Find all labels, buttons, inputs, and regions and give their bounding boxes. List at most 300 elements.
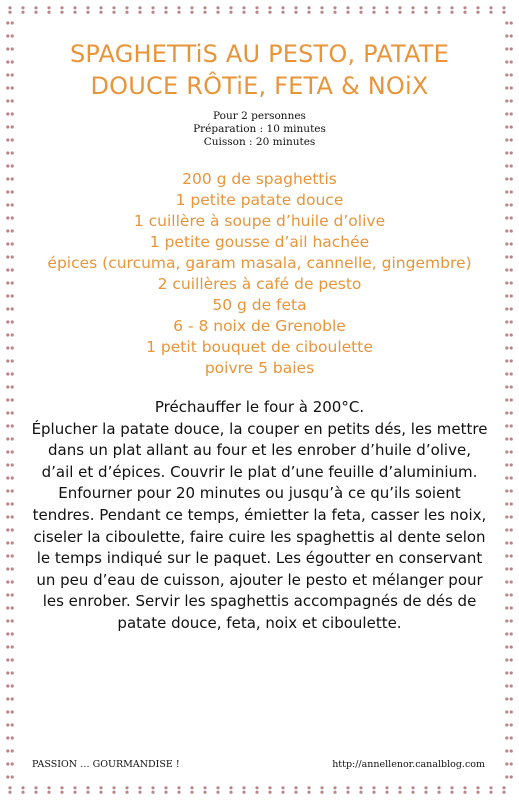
border-dot	[281, 11, 284, 14]
border-dot	[190, 11, 193, 14]
border-dot	[510, 606, 513, 609]
border-dot	[6, 723, 9, 726]
border-dot	[151, 11, 154, 14]
border-dot	[510, 73, 513, 76]
border-dot	[510, 372, 513, 375]
border-dot	[510, 242, 513, 245]
border-dot	[21, 791, 24, 794]
border-dot	[11, 437, 14, 440]
border-dot	[505, 606, 508, 609]
border-dot	[505, 21, 508, 24]
border-dot	[86, 6, 89, 9]
border-dot	[505, 515, 508, 518]
border-dot	[11, 190, 14, 193]
border-dot	[6, 424, 9, 427]
border-dot	[294, 6, 297, 9]
border-dot	[11, 476, 14, 479]
border-dot	[6, 216, 9, 219]
border-dot	[463, 6, 466, 9]
border-dot	[510, 281, 513, 284]
border-dot	[151, 6, 154, 9]
border-dot	[60, 11, 63, 14]
border-dot	[505, 541, 508, 544]
border-dot	[502, 11, 505, 14]
border-dot	[11, 684, 14, 687]
border-dot	[281, 6, 284, 9]
border-dot	[268, 786, 271, 789]
border-dot	[320, 786, 323, 789]
border-dot	[6, 762, 9, 765]
border-dot	[510, 554, 513, 557]
border-dot	[138, 786, 141, 789]
border-dot	[505, 164, 508, 167]
border-dot	[505, 294, 508, 297]
border-dot	[255, 791, 258, 794]
border-dot	[6, 73, 9, 76]
border-dot	[510, 333, 513, 336]
border-dot	[505, 138, 508, 141]
border-dot	[510, 125, 513, 128]
border-dot	[510, 47, 513, 50]
border-dot	[510, 385, 513, 388]
border-dot	[505, 632, 508, 635]
border-dot	[216, 786, 219, 789]
border-dot	[6, 99, 9, 102]
border-dot	[6, 554, 9, 557]
border-dot	[510, 151, 513, 154]
border-dot	[6, 437, 9, 440]
border-dot	[203, 786, 206, 789]
border-dot	[6, 151, 9, 154]
border-dot	[11, 138, 14, 141]
border-dot	[11, 294, 14, 297]
border-dot	[11, 385, 14, 388]
border-dot	[505, 203, 508, 206]
border-dot	[11, 203, 14, 206]
border-dot	[510, 99, 513, 102]
instructions	[24, 397, 495, 635]
border-dot	[8, 786, 11, 789]
border-dot	[505, 736, 508, 739]
ingredient-item: épices (curcuma, garam masala, cannelle, gingembre)	[47, 254, 472, 272]
border-dot	[11, 151, 14, 154]
border-dot	[11, 736, 14, 739]
border-dot	[510, 229, 513, 232]
border-dot	[510, 658, 513, 661]
border-dot	[6, 190, 9, 193]
border-dot	[437, 791, 440, 794]
border-dot	[505, 502, 508, 505]
border-dot	[6, 320, 9, 323]
border-dot	[505, 307, 508, 310]
border-dot	[86, 11, 89, 14]
border-dot	[34, 11, 37, 14]
border-dot	[151, 786, 154, 789]
border-dot	[6, 346, 9, 349]
border-dot	[510, 34, 513, 37]
border-dot	[510, 424, 513, 427]
border-dot	[463, 11, 466, 14]
ingredient-item: 50 g de feta	[212, 296, 307, 314]
border-dot	[505, 463, 508, 466]
border-dot	[510, 502, 513, 505]
border-dot	[333, 11, 336, 14]
border-dot	[177, 791, 180, 794]
border-dot	[268, 6, 271, 9]
border-dot	[385, 791, 388, 794]
border-dot	[11, 567, 14, 570]
border-dot	[333, 786, 336, 789]
border-dot	[510, 749, 513, 752]
border-dot	[6, 138, 9, 141]
ingredient-list	[24, 169, 495, 379]
border-dot	[505, 216, 508, 219]
border-dot	[216, 11, 219, 14]
border-dot	[505, 151, 508, 154]
border-dot	[6, 164, 9, 167]
border-dot	[372, 6, 375, 9]
border-dot	[510, 411, 513, 414]
border-dot	[505, 190, 508, 193]
border-dot	[11, 47, 14, 50]
border-dot	[510, 515, 513, 518]
border-dot	[6, 502, 9, 505]
border-dot	[6, 541, 9, 544]
border-dot	[505, 528, 508, 531]
border-dot	[510, 489, 513, 492]
border-dot	[281, 786, 284, 789]
ingredient-item: 1 cuillère à soupe d’huile d’olive	[133, 212, 386, 230]
border-dot	[385, 6, 388, 9]
border-dot	[437, 6, 440, 9]
border-dot	[510, 177, 513, 180]
cook-time: Cuisson : 20 minutes	[203, 136, 316, 148]
border-dot	[216, 791, 219, 794]
border-dot	[359, 791, 362, 794]
footer-tagline: PASSION … GOURMANDISE !	[32, 759, 180, 770]
border-dot	[476, 786, 479, 789]
border-dot	[359, 6, 362, 9]
border-dot	[424, 11, 427, 14]
border-dot	[320, 11, 323, 14]
border-dot	[450, 6, 453, 9]
border-dot	[372, 791, 375, 794]
border-dot	[489, 786, 492, 789]
border-dot	[505, 385, 508, 388]
border-dot	[6, 255, 9, 258]
border-dot	[6, 177, 9, 180]
border-dot	[6, 749, 9, 752]
border-dot	[6, 34, 9, 37]
border-dot	[510, 541, 513, 544]
border-dot	[510, 190, 513, 193]
border-dot	[505, 775, 508, 778]
border-dot	[138, 791, 141, 794]
border-dot	[11, 112, 14, 115]
border-dot	[320, 791, 323, 794]
border-dot	[6, 398, 9, 401]
border-dot	[6, 710, 9, 713]
border-dot	[11, 255, 14, 258]
border-dot	[437, 786, 440, 789]
instruction-step-main: Éplucher la patate douce, la couper en petits dés, les mettre dans un plat allant au four et les enrober d’huile d’olive, d’ail et d’épices. Couvrir le plat d’une feuille d’aluminium. Enfourner pour 20 minutes ou jusqu’à ce qu’ils soient tendres. Pendant ce temps, émietter la feta, casser les noix, ciseler la ciboulette, faire cuire les spaghettis al dente selon le temps indiqué sur le paquet. Les égoutter en conservant un peu d’eau de cuisson, ajouter le pesto et mélanger pour les enrober. Servir les spaghettis accompagnés de dés de patate douce, feta, noix et ciboulette.	[31, 419, 488, 632]
border-dot	[203, 791, 206, 794]
border-dot	[6, 593, 9, 596]
border-dot	[125, 11, 128, 14]
border-dot	[6, 463, 9, 466]
border-dot	[11, 268, 14, 271]
border-dot	[510, 632, 513, 635]
border-dot	[510, 762, 513, 765]
border-dot	[6, 47, 9, 50]
border-dot	[510, 60, 513, 63]
border-dot	[476, 11, 479, 14]
border-dot	[99, 786, 102, 789]
border-dot	[6, 645, 9, 648]
border-dot	[11, 450, 14, 453]
border-dot	[11, 99, 14, 102]
border-dot	[11, 320, 14, 323]
border-dot	[510, 476, 513, 479]
border-dot	[6, 294, 9, 297]
border-dot	[203, 6, 206, 9]
border-dot	[11, 502, 14, 505]
border-dot	[11, 541, 14, 544]
border-dot	[510, 736, 513, 739]
border-dot	[11, 424, 14, 427]
border-dot	[6, 333, 9, 336]
border-dot	[11, 619, 14, 622]
border-dot	[11, 593, 14, 596]
border-dot	[73, 11, 76, 14]
border-dot	[6, 281, 9, 284]
border-dot	[510, 255, 513, 258]
border-dot	[398, 786, 401, 789]
border-dot	[505, 268, 508, 271]
border-dot	[320, 6, 323, 9]
recipe-card	[24, 24, 495, 776]
border-dot	[505, 177, 508, 180]
border-dot	[6, 60, 9, 63]
border-dot	[398, 6, 401, 9]
border-dot	[6, 203, 9, 206]
border-dot	[510, 203, 513, 206]
border-dot	[411, 786, 414, 789]
border-dot	[229, 6, 232, 9]
border-dot	[505, 99, 508, 102]
border-dot	[99, 6, 102, 9]
border-dot	[125, 791, 128, 794]
border-dot	[268, 11, 271, 14]
border-dot	[6, 515, 9, 518]
border-dot	[424, 791, 427, 794]
border-dot	[385, 11, 388, 14]
border-dot	[216, 6, 219, 9]
border-dot	[8, 6, 11, 9]
border-dot	[505, 710, 508, 713]
border-dot	[11, 489, 14, 492]
border-dot	[510, 671, 513, 674]
border-dot	[372, 11, 375, 14]
border-dot	[294, 786, 297, 789]
border-dot	[60, 786, 63, 789]
border-dot	[112, 791, 115, 794]
border-dot	[242, 11, 245, 14]
border-dot	[112, 11, 115, 14]
border-dot	[510, 164, 513, 167]
border-dot	[294, 791, 297, 794]
border-dot	[505, 86, 508, 89]
border-dot	[11, 60, 14, 63]
border-dot	[307, 6, 310, 9]
border-dot	[505, 112, 508, 115]
border-dot	[6, 21, 9, 24]
border-dot	[125, 6, 128, 9]
border-dot	[505, 723, 508, 726]
border-dot	[11, 398, 14, 401]
border-dot	[47, 786, 50, 789]
border-dot	[11, 359, 14, 362]
border-dot	[242, 6, 245, 9]
border-dot	[242, 791, 245, 794]
border-dot	[177, 11, 180, 14]
border-dot	[11, 216, 14, 219]
border-dot	[190, 786, 193, 789]
border-dot	[510, 723, 513, 726]
border-dot	[505, 229, 508, 232]
border-dot	[6, 229, 9, 232]
border-dot	[11, 125, 14, 128]
border-dot	[505, 684, 508, 687]
border-dot	[510, 684, 513, 687]
border-dot	[125, 786, 128, 789]
border-dot	[34, 786, 37, 789]
border-dot	[6, 632, 9, 635]
border-dot	[450, 11, 453, 14]
border-dot	[11, 463, 14, 466]
border-dot	[6, 411, 9, 414]
border-dot	[510, 775, 513, 778]
border-dot	[112, 6, 115, 9]
border-dot	[11, 710, 14, 713]
border-dot	[112, 786, 115, 789]
ingredient-item: 6 - 8 noix de Grenoble	[173, 317, 346, 335]
border-dot	[505, 437, 508, 440]
border-dot	[138, 6, 141, 9]
border-dot	[424, 6, 427, 9]
border-dot	[229, 791, 232, 794]
border-dot	[73, 791, 76, 794]
border-dot	[505, 593, 508, 596]
border-dot	[11, 515, 14, 518]
border-dot	[203, 11, 206, 14]
border-dot	[359, 11, 362, 14]
border-dot	[11, 307, 14, 310]
border-dot	[11, 346, 14, 349]
border-dot	[294, 11, 297, 14]
border-dot	[510, 619, 513, 622]
border-dot	[346, 11, 349, 14]
border-dot	[86, 791, 89, 794]
border-dot	[307, 786, 310, 789]
border-dot	[510, 138, 513, 141]
ingredient-item: poivre 5 baies	[204, 359, 315, 377]
border-dot	[510, 567, 513, 570]
border-dot	[190, 791, 193, 794]
border-dot	[6, 580, 9, 583]
border-dot	[489, 791, 492, 794]
ingredient-item: 1 petite gousse d’ail hachée	[149, 233, 370, 251]
border-dot	[6, 606, 9, 609]
border-dot	[505, 125, 508, 128]
border-dot	[164, 786, 167, 789]
border-dot	[11, 333, 14, 336]
border-dot	[372, 786, 375, 789]
border-dot	[510, 710, 513, 713]
border-dot	[510, 450, 513, 453]
border-dot	[510, 21, 513, 24]
border-dot	[11, 697, 14, 700]
border-dot	[505, 658, 508, 661]
border-dot	[60, 6, 63, 9]
border-dot	[6, 268, 9, 271]
border-dot	[398, 11, 401, 14]
border-dot	[6, 671, 9, 674]
instruction-step-preheat: Préchauffer le four à 200°C.	[154, 398, 365, 416]
border-dot	[60, 791, 63, 794]
border-dot	[505, 333, 508, 336]
border-dot	[6, 736, 9, 739]
border-dot	[6, 307, 9, 310]
border-dot	[11, 86, 14, 89]
border-dot	[476, 6, 479, 9]
border-dot	[510, 112, 513, 115]
border-dot	[505, 242, 508, 245]
border-dot	[505, 73, 508, 76]
border-dot	[11, 229, 14, 232]
ingredient-item: 1 petite patate douce	[175, 191, 344, 209]
border-dot	[229, 11, 232, 14]
prep-time: Préparation : 10 minutes	[193, 123, 326, 135]
border-dot	[510, 398, 513, 401]
border-dot	[255, 786, 258, 789]
border-dot	[11, 164, 14, 167]
border-dot	[505, 697, 508, 700]
border-dot	[6, 619, 9, 622]
border-dot	[450, 791, 453, 794]
border-dot	[505, 645, 508, 648]
border-dot	[11, 528, 14, 531]
border-dot	[6, 112, 9, 115]
border-dot	[47, 6, 50, 9]
border-dot	[6, 775, 9, 778]
border-dot	[505, 450, 508, 453]
border-dot	[11, 281, 14, 284]
border-dot	[21, 6, 24, 9]
servings: Pour 2 personnes	[213, 110, 306, 122]
footer-url: http://annellenor.canalblog.com	[332, 759, 485, 770]
border-dot	[510, 359, 513, 362]
border-dot	[502, 786, 505, 789]
border-dot	[281, 791, 284, 794]
footer	[24, 759, 495, 770]
border-dot	[510, 645, 513, 648]
border-dot	[6, 684, 9, 687]
border-dot	[177, 786, 180, 789]
border-dot	[34, 6, 37, 9]
border-dot	[11, 632, 14, 635]
border-dot	[510, 697, 513, 700]
